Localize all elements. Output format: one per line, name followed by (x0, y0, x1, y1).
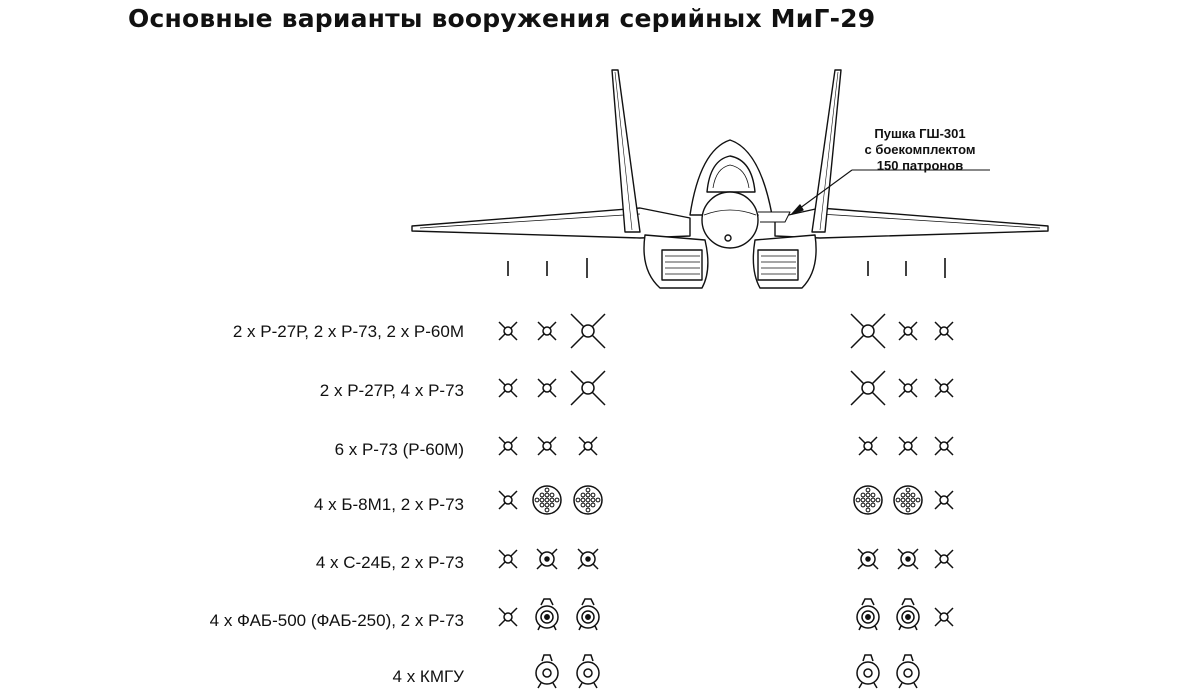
row2-right-missile-icon (899, 379, 917, 397)
row7-right-kmgu-icon (857, 655, 879, 688)
row2-left-missile-large-icon (571, 371, 605, 405)
row2-right-missile-large-icon (851, 371, 885, 405)
row3-right-missile-icon (859, 437, 877, 455)
row4-left-rocket-pod-icon (533, 486, 561, 514)
row5-left-missile-icon (499, 550, 517, 568)
row6-right-missile-icon (935, 608, 953, 626)
row6-left-bomb-icon (577, 599, 599, 630)
hardpoint-ticks (508, 258, 945, 278)
row7-right-kmgu-icon (897, 655, 919, 688)
row1-right-missile-large-icon (851, 314, 885, 348)
row4-right-rocket-pod-icon (854, 486, 882, 514)
aircraft-front-view (412, 70, 1048, 288)
row1-right-missile-icon (899, 322, 917, 340)
row5-right-missile-icon (935, 550, 953, 568)
row6-left-bomb-icon (536, 599, 558, 630)
row1-left-missile-icon (499, 322, 517, 340)
row2-left-missile-icon (499, 379, 517, 397)
loadout-label-5: 4 х С-24Б, 2 х Р-73 (315, 553, 464, 572)
row5-left-rocket-icon (578, 549, 598, 569)
gun-callout-line-2: с боекомплектом (864, 142, 976, 157)
row4-right-rocket-pod-icon (894, 486, 922, 514)
loadout-label-4: 4 х Б-8М1, 2 х Р-73 (313, 495, 464, 514)
row1-left-missile-icon (538, 322, 556, 340)
row5-left-rocket-icon (537, 549, 557, 569)
row5-right-rocket-icon (858, 549, 878, 569)
row1-left-missile-large-icon (571, 314, 605, 348)
row4-left-missile-icon (499, 491, 517, 509)
row4-left-rocket-pod-icon (574, 486, 602, 514)
row5-right-rocket-icon (898, 549, 918, 569)
row3-right-missile-icon (899, 437, 917, 455)
row3-left-missile-icon (538, 437, 556, 455)
row6-right-bomb-icon (857, 599, 879, 630)
row3-right-missile-icon (935, 437, 953, 455)
gun-callout-line-3: 150 патронов (876, 158, 964, 173)
page-title: Основные варианты вооружения серийных МиГ-29 (128, 4, 876, 33)
row6-right-bomb-icon (897, 599, 919, 630)
row7-left-kmgu-icon (577, 655, 599, 688)
row3-left-missile-icon (499, 437, 517, 455)
loadout-label-2: 2 х Р-27Р, 4 х Р-73 (319, 381, 464, 400)
loadout-label-3: 6 х Р-73 (Р-60М) (334, 440, 464, 459)
row6-left-missile-icon (499, 608, 517, 626)
loadout-label-7: 4 х КМГУ (392, 667, 464, 686)
row4-right-missile-icon (935, 491, 953, 509)
loadout-label-6: 4 х ФАБ-500 (ФАБ-250), 2 х Р-73 (209, 611, 464, 630)
row7-left-kmgu-icon (536, 655, 558, 688)
loadout-label-1: 2 х Р-27Р, 2 х Р-73, 2 х Р-60М (232, 322, 464, 341)
row2-left-missile-icon (538, 379, 556, 397)
loadout-symbols (499, 314, 953, 688)
row2-right-missile-icon (935, 379, 953, 397)
row3-left-missile-icon (579, 437, 597, 455)
gun-callout-line-1: Пушка ГШ-301 (874, 126, 966, 141)
row1-right-missile-icon (935, 322, 953, 340)
gun-callout (840, 126, 1000, 174)
